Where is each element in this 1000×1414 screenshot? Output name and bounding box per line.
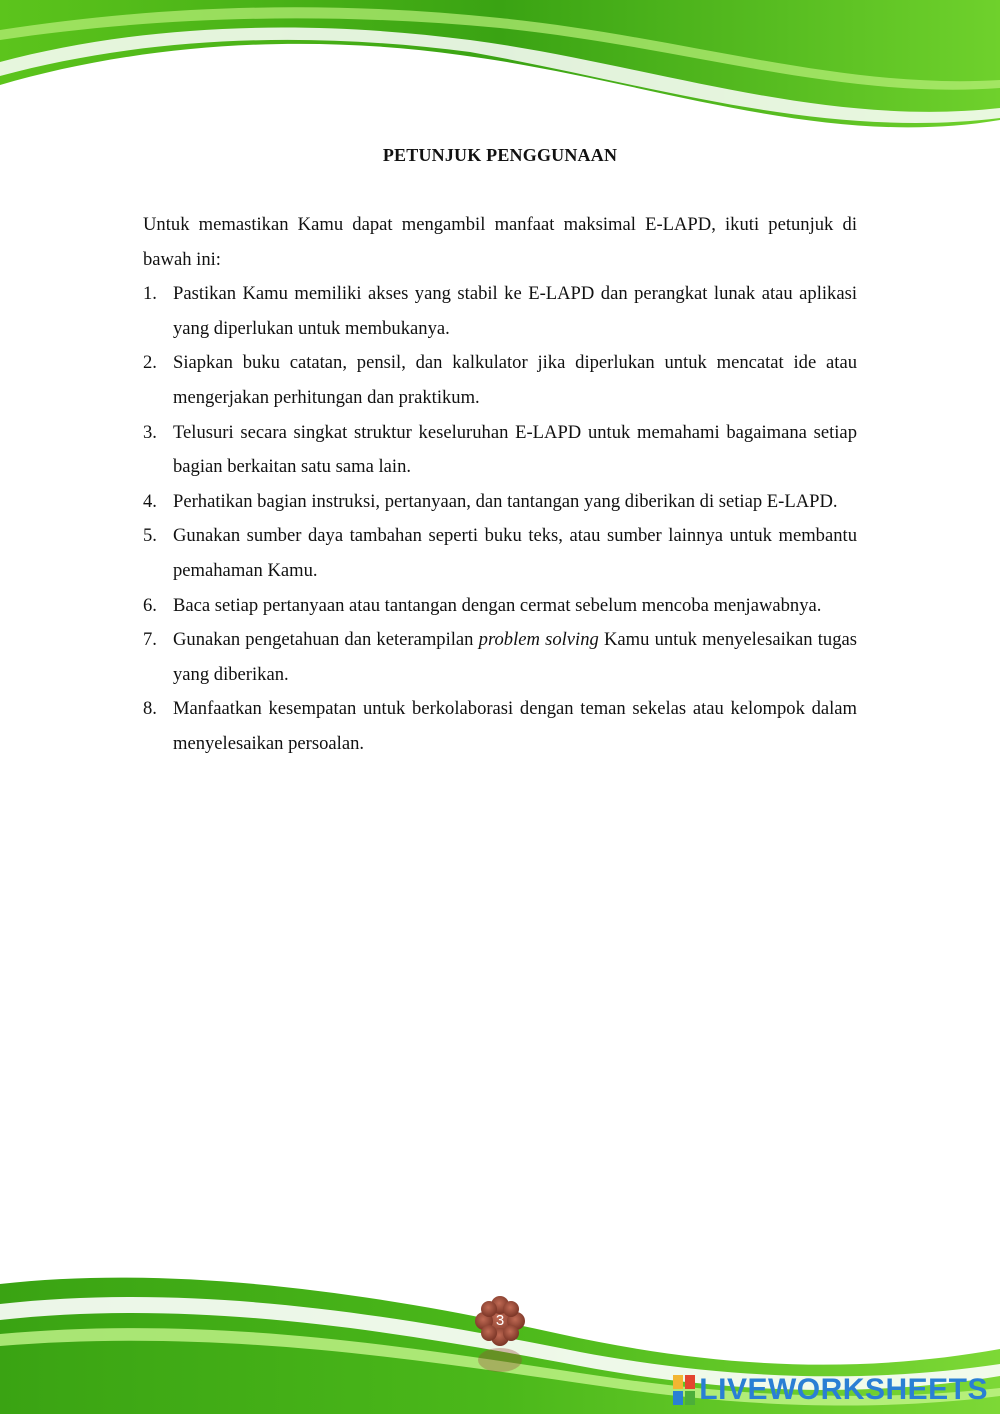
list-item	[143, 623, 857, 692]
item-number: 5.	[143, 525, 157, 547]
item-text: Manfaatkan kesempatan untuk berkolaborasi dengan teman sekelas atau kelompok dalam menyelesaikan persoalan.	[173, 698, 857, 754]
page-number-badge	[472, 1296, 528, 1346]
list-item	[143, 416, 857, 485]
item-number: 3.	[143, 421, 157, 443]
badge-reflection-icon	[472, 1346, 528, 1386]
intro-paragraph: Untuk memastikan Kamu dapat mengambil manfaat maksimal E-LAPD, ikuti petunjuk di bawah ini:	[143, 214, 857, 270]
document-body	[143, 208, 857, 762]
list-item	[143, 519, 857, 588]
item-number: 8.	[143, 698, 157, 720]
page-number: 3	[495, 1312, 505, 1329]
page-title: PETUNJUK PENGGUNAAN	[382, 145, 618, 165]
list-item	[143, 485, 857, 520]
item-text: Gunakan sumber daya tambahan seperti buku teks, atau sumber lainnya untuk membantu pemahaman Kamu.	[173, 525, 857, 581]
list-item	[143, 346, 857, 415]
item-text: Pastikan Kamu memiliki akses yang stabil ke E-LAPD dan perangkat lunak atau aplikasi yang diperlukan untuk membukanya.	[173, 283, 857, 339]
item-number: 1.	[143, 283, 157, 305]
item-number: 6.	[143, 594, 157, 616]
item-text: Baca setiap pertanyaan atau tantangan dengan cermat sebelum mencoba menjawabnya.	[173, 594, 822, 616]
item-number: 2.	[143, 352, 157, 374]
instruction-list	[143, 277, 857, 761]
list-item	[143, 589, 857, 624]
item-text-italic: problem solving	[478, 629, 599, 651]
item-text: Perhatikan bagian instruksi, pertanyaan, dan tantangan yang diberikan di setiap E-LAPD.	[173, 490, 838, 512]
item-text: Siapkan buku catatan, pensil, dan kalkulator jika diperlukan untuk mencatat ide atau mengerjakan perhitungan dan praktikum.	[173, 352, 857, 408]
top-green-wave	[0, 0, 1000, 150]
list-item	[143, 692, 857, 761]
liveworksheets-watermark	[673, 1372, 988, 1408]
item-number: 7.	[143, 629, 157, 651]
item-text-after: Kamu untuk menyelesaikan tugas yang diberikan.	[173, 629, 857, 685]
list-item	[143, 277, 857, 346]
item-number: 4.	[143, 490, 157, 512]
item-text-before: Gunakan pengetahuan dan keterampilan	[173, 629, 479, 651]
watermark-text: LIVEWORKSHEETS	[699, 1373, 988, 1406]
liveworksheets-logo-icon	[673, 1375, 695, 1405]
item-text: Telusuri secara singkat struktur keseluruhan E-LAPD untuk memahami bagaimana setiap bagian berkaitan satu sama lain.	[173, 421, 857, 478]
